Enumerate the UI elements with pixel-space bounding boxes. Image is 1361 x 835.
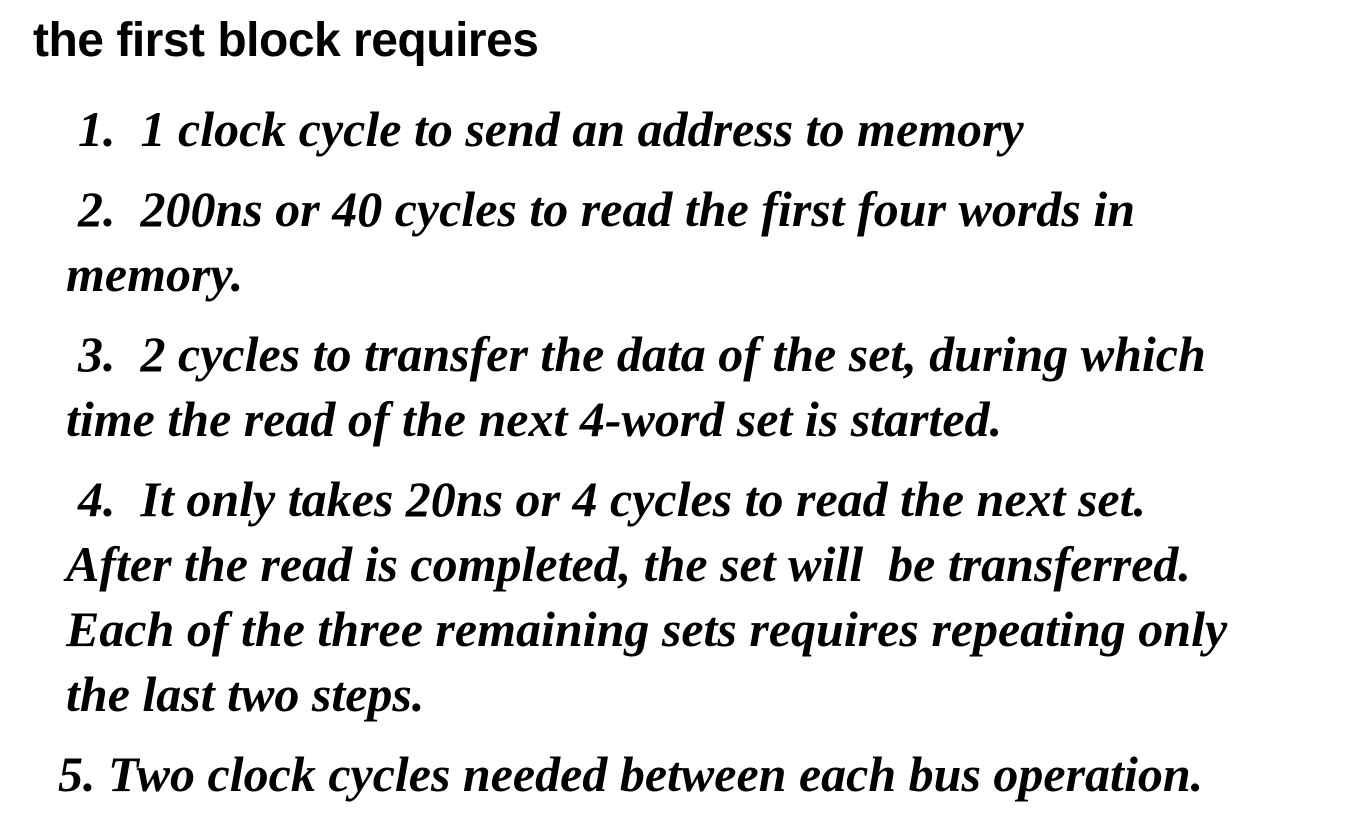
list-item [0,322,1361,452]
item-line: the last two steps. [66,665,425,722]
list-item [0,742,1361,807]
item-line: Two clock cycles needed between each bus operation. [108,745,1204,802]
item-number: 1. [78,100,141,157]
item-number: 4. [78,470,141,527]
item-line: 2 cycles to transfer the data of the set, during which [140,325,1206,382]
list-item [0,97,1361,162]
item-number: 3. [78,325,141,382]
item-line: It only takes 20ns or 4 cycles to read the next set. [140,470,1146,527]
list-item [0,467,1361,727]
page-title: the first block requires [33,14,539,67]
item-line: time the read of the next 4-word set is started. [66,390,1003,447]
list-item [0,177,1361,307]
numbered-list [0,97,1361,807]
item-line: memory. [66,245,244,302]
item-number: 5. [58,745,108,802]
item-number: 2. [78,180,141,237]
item-line: 1 clock cycle to send an address to memory [140,100,1024,157]
item-line: Each of the three remaining sets requires repeating only [66,600,1228,657]
item-line: 200ns or 40 cycles to read the first four words in [140,180,1136,237]
item-line: After the read is completed, the set will be transferred. [66,535,1191,592]
